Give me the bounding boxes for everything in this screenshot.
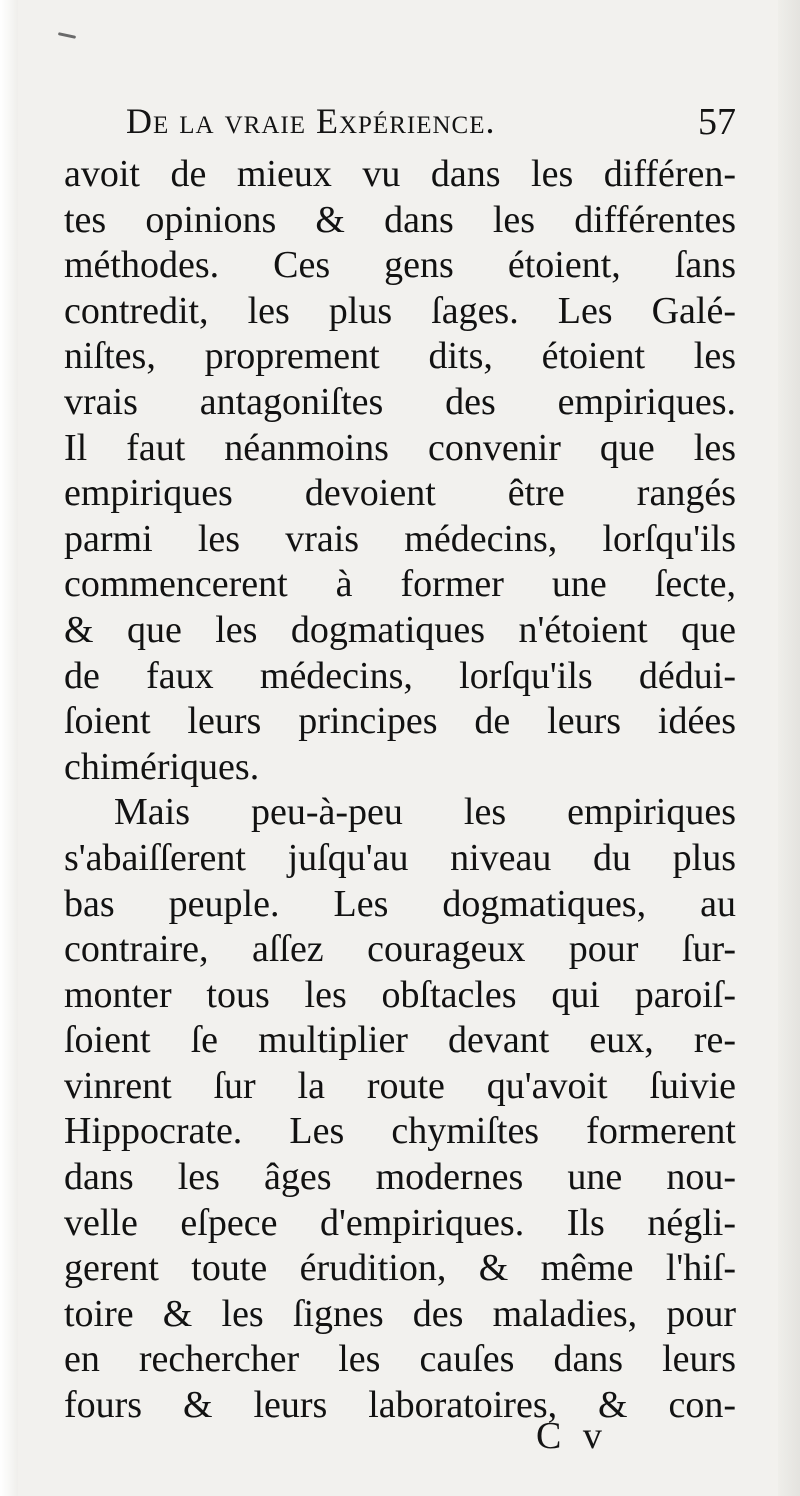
page-right-margin-shadow	[778, 0, 800, 1496]
text-line: bas peuple. Les dogmatiques, au	[64, 882, 736, 925]
text-line: niſtes, proprement dits, étoient les	[64, 335, 736, 378]
text-line: empiriques devoient être rangés	[64, 472, 736, 515]
text-line: parmi les vrais médecins, lorſqu'ils	[64, 517, 736, 560]
text-line: chimériques.	[64, 745, 260, 788]
text-line: en rechercher les cauſes dans leurs	[64, 1338, 736, 1381]
text-line: contraire, aſſez courageux pour ſur-	[64, 928, 736, 971]
body-text	[64, 152, 736, 1429]
text-line: tes opinions & dans les différentes	[64, 198, 736, 241]
text-line: vrais antagoniſtes des empiriques.	[64, 380, 736, 423]
text-line: & que les dogmatiques n'étoient que	[64, 608, 736, 651]
running-head	[64, 100, 736, 152]
text-line: monter tous les obſtacles qui paroiſ-	[64, 973, 736, 1016]
text-line: ſoient leurs principes de leurs idées	[64, 700, 736, 743]
text-line: velle eſpece d'empiriques. Ils négli-	[64, 1201, 736, 1244]
text-line: Il faut néanmoins convenir que les	[64, 426, 736, 469]
running-title: De la vraie Expérience.	[126, 101, 496, 141]
text-line: gerent toute érudition, & même l'hiſ-	[64, 1247, 736, 1290]
text-line: avoit de mieux vu dans les différen-	[64, 153, 736, 195]
text-line: toire & les ſignes des maladies, pour	[64, 1292, 736, 1335]
text-line: vinrent ſur la route qu'avoit ſuivie	[64, 1064, 736, 1107]
text-line: Hippocrate. Les chymiſtes formerent	[64, 1110, 736, 1153]
text-line: contredit, les plus ſages. Les Galé-	[64, 289, 736, 332]
text-line: fours & leurs laboratoires, & con-	[64, 1384, 736, 1427]
ink-speck	[58, 32, 76, 39]
text-line: commencerent à former une ſecte,	[64, 563, 736, 606]
text-line: s'abaiſſerent juſqu'au niveau du plus	[64, 836, 736, 879]
paragraph-first-line: Mais peu-à-peu les empiriques	[114, 791, 736, 834]
signature-mark: C v	[536, 1415, 608, 1457]
page-number: 57	[698, 101, 736, 143]
text-line: ſoient ſe multiplier devant eux, re-	[64, 1019, 736, 1062]
text-line: méthodes. Ces gens étoient, ſans	[64, 244, 736, 287]
text-line: dans les âges modernes une nou-	[64, 1156, 736, 1199]
page-left-margin-shadow	[0, 0, 18, 1496]
text-line: de faux médecins, lorſqu'ils dédui-	[64, 654, 736, 697]
